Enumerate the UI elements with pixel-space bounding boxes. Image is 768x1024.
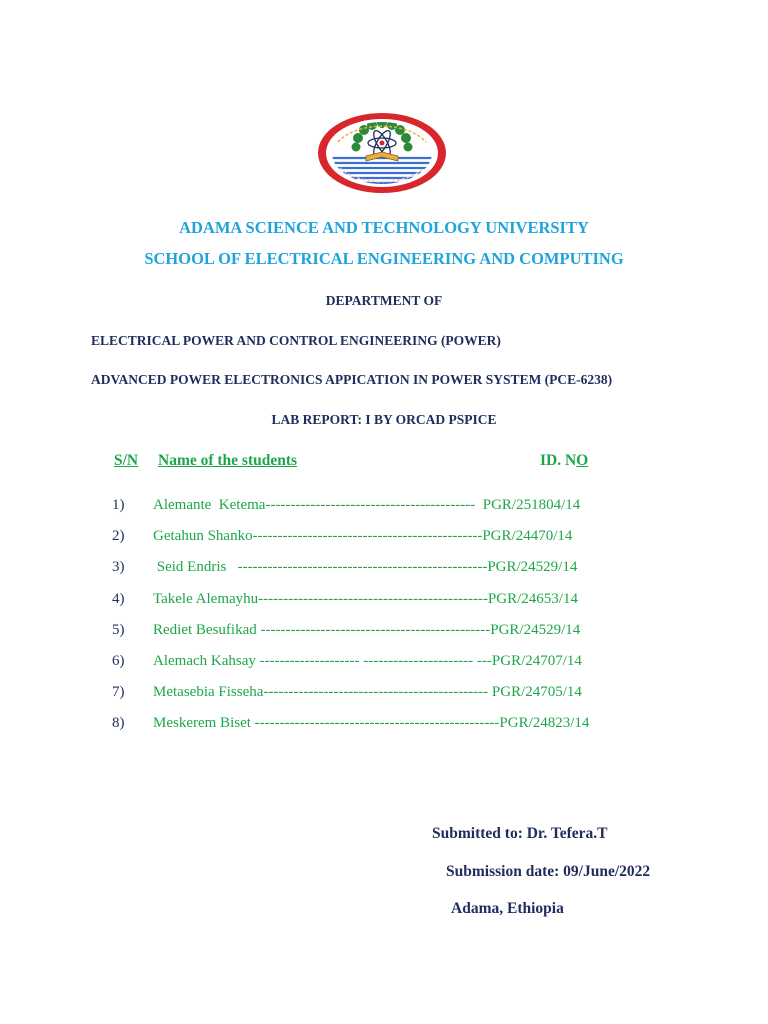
student-entry: Alemante Ketema------------------------------------------ PGR/251804/14 — [153, 497, 581, 513]
list-item — [0, 497, 768, 519]
department-label: DEPARTMENT OF — [325, 293, 443, 308]
student-entry: Meskerem Biset -------------------------------------------------PGR/24823/14 — [153, 715, 590, 731]
header-id-prefix: ID. N — [540, 452, 577, 469]
student-entry: Alemach Kahsay -------------------- ---------------------- ---PGR/24707/14 — [153, 653, 582, 669]
header-id-last: O — [576, 452, 589, 469]
course-title: ADVANCED POWER ELECTRONICS APPICATION IN POWER SYSTEM (PCE-6238) — [91, 372, 613, 387]
row-number: 8) — [112, 715, 125, 731]
list-item — [0, 715, 768, 737]
row-number: 4) — [112, 591, 125, 607]
header-sn: S/N — [114, 452, 139, 469]
student-entry: Metasebia Fisseha--------------------------------------------- PGR/24705/14 — [153, 684, 582, 700]
row-number: 1) — [112, 497, 125, 513]
student-entry: Takele Alemayhu----------------------------------------------PGR/24653/14 — [153, 591, 578, 607]
student-entry: Seid Endris --------------------------------------------------PGR/24529/14 — [153, 559, 578, 575]
submitted-to: Submitted to: Dr. Tefera.T — [432, 825, 608, 842]
university-name: ADAMA SCIENCE AND TECHNOLOGY UNIVERSITY — [179, 218, 589, 237]
list-item — [0, 591, 768, 613]
row-number: 3) — [112, 559, 125, 575]
school-name: SCHOOL OF ELECTRICAL ENGINEERING AND COMPUTING — [144, 249, 624, 268]
student-entry: Rediet Besufikad ----------------------------------------------PGR/24529/14 — [153, 622, 581, 638]
list-item — [0, 528, 768, 550]
list-item — [0, 653, 768, 675]
row-number: 7) — [112, 684, 125, 700]
row-number: 2) — [112, 528, 125, 544]
list-item — [0, 622, 768, 644]
submission-date: Submission date: 09/June/2022 — [446, 863, 651, 880]
header-id — [540, 452, 588, 470]
university-seal-icon — [316, 112, 448, 194]
header-name: Name of the students — [158, 452, 298, 469]
list-item — [0, 559, 768, 581]
submission-place: Adama, Ethiopia — [451, 900, 564, 917]
program-name: ELECTRICAL POWER AND CONTROL ENGINEERING (POWER) — [91, 333, 501, 348]
list-item — [0, 684, 768, 706]
student-entry: Getahun Shanko----------------------------------------------PGR/24470/14 — [153, 528, 573, 544]
report-title: LAB REPORT: I BY ORCAD PSPICE — [271, 412, 497, 427]
row-number: 6) — [112, 653, 125, 669]
row-number: 5) — [112, 622, 125, 638]
